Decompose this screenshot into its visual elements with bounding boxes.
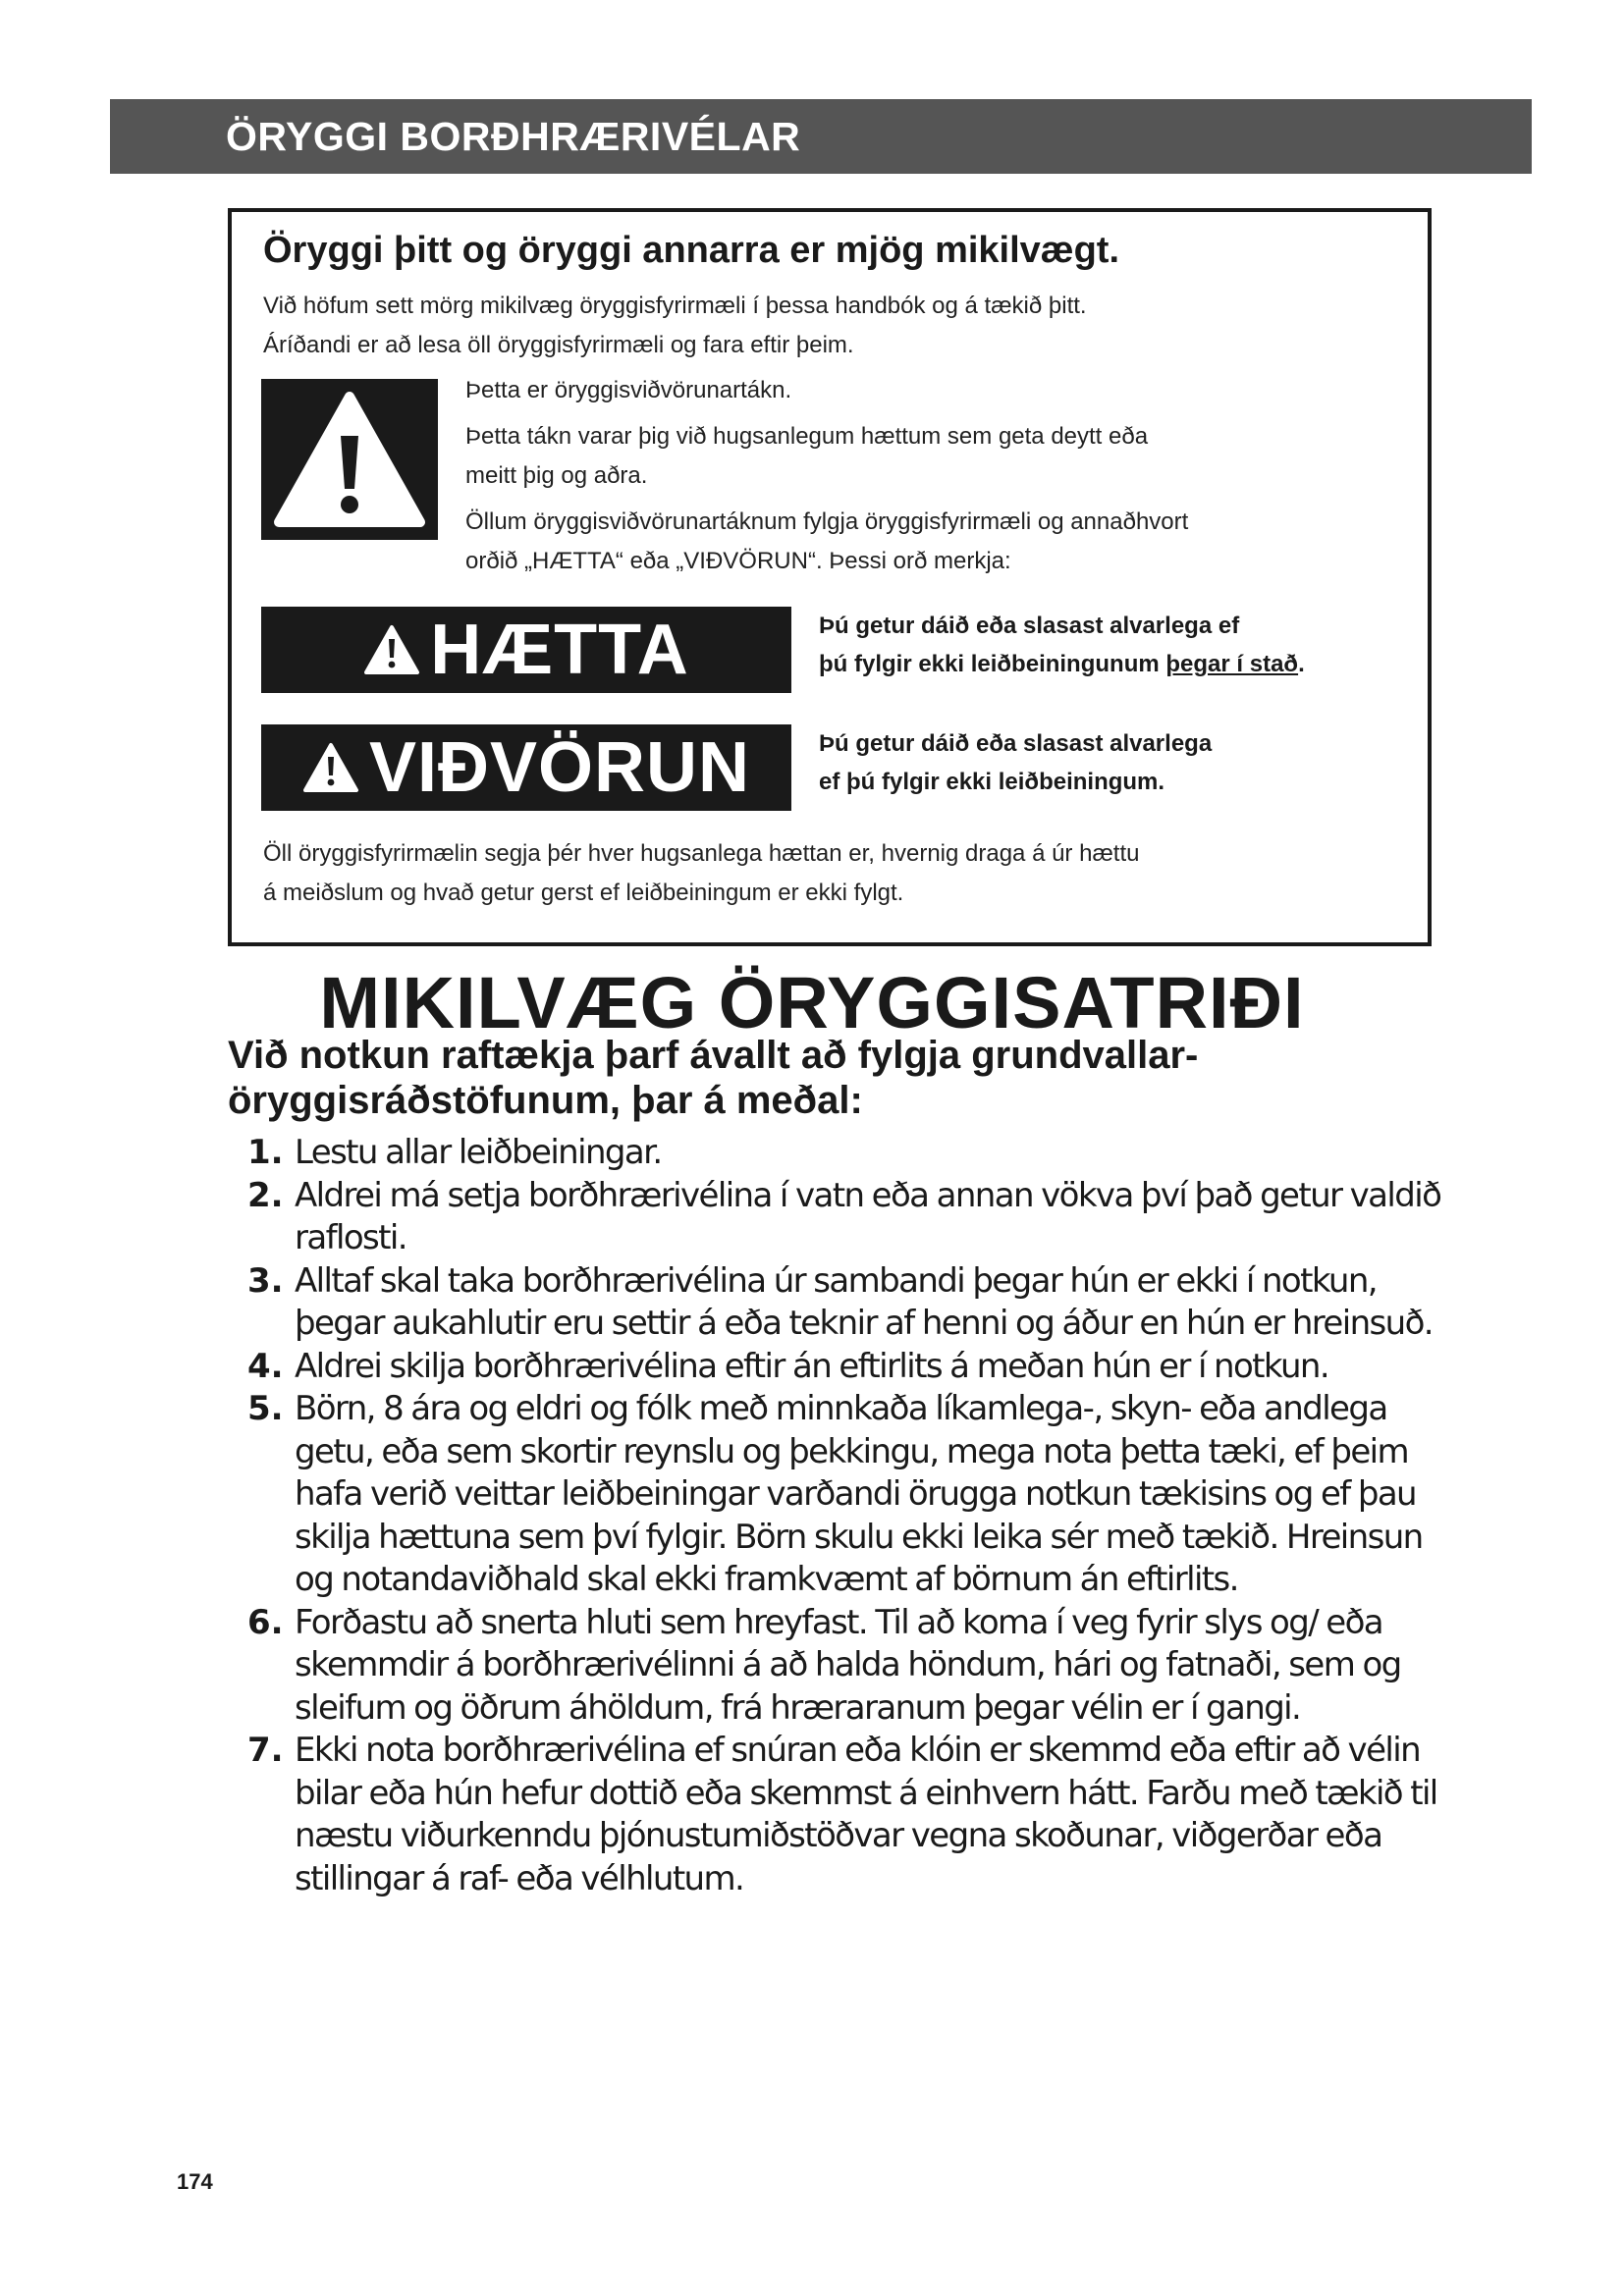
warning-description-1: Þú getur dáið eða slasast alvarlega [819, 730, 1213, 757]
warning-signal-label [261, 724, 791, 811]
symbol-description-3a: Öllum öryggisviðvörunartáknum fylgja öryggisfyrirmæli og annaðhvort [465, 508, 1189, 535]
list-item-text: Ekki nota borðhrærivélina ef snúran eða klóin er skemmd eða eftir að vélin bilar eða hún hefur dottið eða skemmst á einhvern hátt. Farðu með tækið til næstu viðurkenndu þjónustumiðstöðvar vegna skoðunar, viðgerðar eða stillingar á raf- eða vélhlutum. [295, 1731, 1437, 1898]
list-item-number: 7. [247, 1731, 284, 1770]
list-item-text: Aldrei skilja borðhrærivélina eftir án eftirlits á meðan hún er í notkun. [295, 1346, 1329, 1386]
safety-intro-line-1: Við höfum sett mörg mikilvæg öryggisfyrirmæli í þessa handbók og á tækið þitt. [263, 293, 1087, 319]
symbol-description-2a: Þetta tákn varar þig við hugsanlegum hættum sem geta deytt eða [465, 423, 1149, 450]
list-item-text: Alltaf skal taka borðhrærivélina úr sambandi þegar hún er ekki í notkun, þegar aukahlutir eru settir á eða teknir af henni og áður en hún er hreinsuð. [295, 1260, 1434, 1343]
safety-alert-symbol [261, 379, 438, 540]
page-number: 174 [177, 2169, 213, 2194]
section-title: ÖRYGGI BORÐHRÆRIVÉLAR [226, 114, 801, 159]
danger-alert-icon [363, 624, 420, 675]
symbol-description-1: Þetta er öryggisviðvörunartákn. [465, 377, 792, 403]
safeguards-intro [228, 1033, 1435, 1123]
list-item-text: Aldrei má setja borðhrærivélina í vatn eða annan vökva því það getur valdið raflosti. [295, 1175, 1441, 1257]
danger-signal-label [261, 607, 791, 693]
section-header-bar [110, 99, 1532, 174]
important-safeguards-title: MIKILVÆG ÖRYGGISATRIÐI [319, 962, 1305, 1043]
list-item-text: Lestu allar leiðbeiningar. [295, 1133, 662, 1172]
list-item [228, 1602, 1445, 1731]
list-item-number: 2. [247, 1175, 284, 1215]
safety-info-box [228, 208, 1432, 946]
danger-immediately-underlined: þegar í stað [1165, 651, 1299, 677]
safety-intro-line-2: Áríðandi er að lesa öll öryggisfyrirmæli og fara eftir þeim. [263, 332, 854, 358]
list-item [228, 1388, 1445, 1602]
danger-description-2-end: . [1298, 651, 1305, 677]
list-item-number: 1. [247, 1133, 284, 1172]
list-item-number: 3. [247, 1260, 284, 1301]
symbol-description-2b: meitt þig og aðra. [465, 462, 648, 489]
danger-description-2 [819, 645, 1305, 683]
safety-box-heading: Öryggi þitt og öryggi annarra er mjög mikilvægt. [263, 230, 1120, 271]
warning-triangle-icon [261, 379, 438, 540]
warning-alert-icon [302, 742, 359, 793]
warning-word: VIÐVÖRUN [368, 728, 751, 807]
safety-footer-line-1: Öll öryggisfyrirmælin segja þér hver hugsanlega hættan er, hvernig draga á úr hættu [263, 840, 1140, 867]
list-item-number: 6. [247, 1602, 284, 1642]
safeguards-intro-line-1: Við notkun raftækja þarf ávallt að fylgja grundvallar- [228, 1034, 1199, 1077]
safeguards-intro-line-2: öryggisráðstöfunum, þar á meðal: [228, 1079, 863, 1122]
list-item-number: 5. [247, 1389, 284, 1428]
list-item [228, 1346, 1445, 1389]
symbol-description-3b: orðið „HÆTTA“ eða „VIÐVÖRUN“. Þessi orð merkja: [465, 548, 1011, 574]
list-item [228, 1175, 1445, 1260]
list-item-text: Forðastu að snerta hluti sem hreyfast. Til að koma í veg fyrir slys og/ eða skemmdir á borðhrærivélinni á að halda höndum, hári og fatnaði, sem og sleifum og öðrum áhöldum, frá hræraranum þegar vélin er í gangi. [295, 1602, 1401, 1728]
warning-description-2: ef þú fylgir ekki leiðbeiningum. [819, 769, 1165, 795]
safety-footer-line-2: á meiðslum og hvað getur gerst ef leiðbeiningum er ekki fylgt. [263, 880, 904, 906]
danger-description-1: Þú getur dáið eða slasast alvarlega ef [819, 613, 1240, 639]
safeguards-list [228, 1132, 1445, 1900]
list-item [228, 1730, 1445, 1900]
danger-word: HÆTTA [430, 611, 689, 689]
list-item [228, 1132, 1445, 1175]
list-item-text: Börn, 8 ára og eldri og fólk með minnkaða líkamlega-, skyn- eða andlega getu, eða sem skortir reynslu og þekkingu, mega nota þetta tæki, ef þeim hafa verið veittar leiðbeiningar varðandi örugga notkun tækisins og ef þau skilja hættuna sem því fylgir. Börn skulu ekki leika sér með tækið. Hreinsun og notandaviðhald skal ekki framkvæmt af börnum án eftirlits. [295, 1389, 1423, 1599]
danger-description-2-text: þú fylgir ekki leiðbeiningunum [819, 651, 1166, 677]
list-item [228, 1260, 1445, 1346]
list-item-number: 4. [247, 1346, 284, 1386]
